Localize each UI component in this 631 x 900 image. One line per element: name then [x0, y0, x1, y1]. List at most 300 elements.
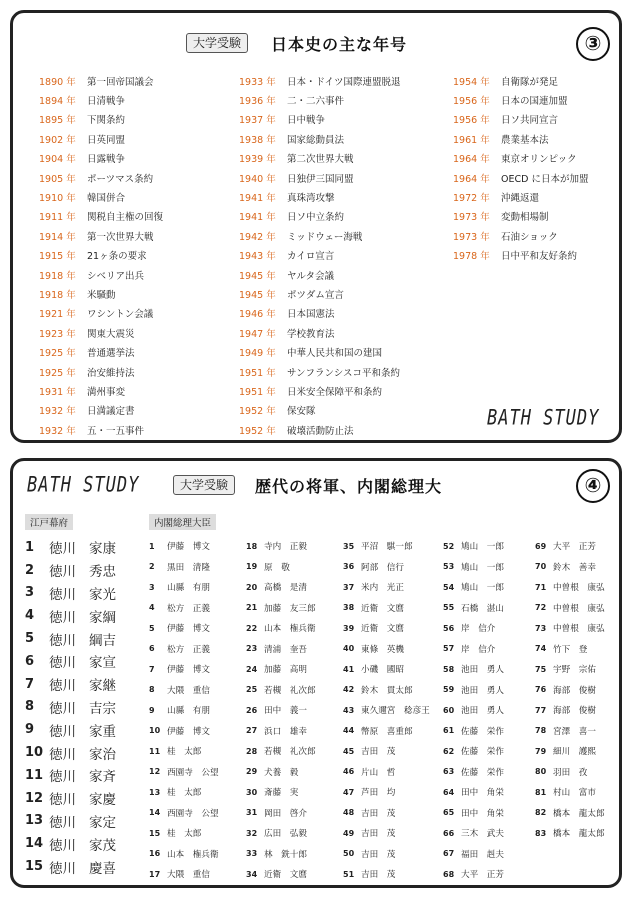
- event-label: カイロ宣言: [287, 251, 335, 263]
- year-row: [453, 187, 588, 206]
- pm-row: [343, 803, 430, 824]
- shogun-row: [25, 718, 116, 741]
- pm-row: [246, 639, 316, 660]
- year-label: 1964 年: [453, 173, 490, 185]
- pm-name: 大平 正芳: [553, 542, 596, 553]
- pm-row: [149, 618, 219, 639]
- event-label: ワシントン会議: [87, 309, 154, 321]
- pm-name: 池田 勇人: [461, 685, 504, 696]
- shogun-row: [25, 673, 116, 696]
- pm-row: [443, 823, 504, 844]
- shogun-number: 14: [25, 836, 44, 852]
- pm-column-2: [246, 536, 316, 885]
- event-label: 二・二六事件: [287, 96, 345, 108]
- pm-number: 65: [443, 808, 455, 818]
- pm-row: [149, 639, 219, 660]
- year-row: [453, 71, 588, 90]
- pm-row: [149, 659, 219, 680]
- pm-name: 高橋 是清: [264, 583, 307, 594]
- year-label: 1925 年: [39, 348, 76, 360]
- year-label: 1964 年: [453, 154, 490, 166]
- pm-row: [149, 598, 219, 619]
- pm-name: 阿部 信行: [361, 562, 404, 573]
- pm-name: 海部 俊樹: [553, 706, 596, 717]
- card-title: 歴代の将軍、内閣総理大: [255, 477, 443, 496]
- year-label: 1918 年: [39, 270, 76, 282]
- year-label: 1921 年: [39, 309, 76, 321]
- event-label: 関税自主権の回復: [87, 212, 164, 224]
- shogun-family-name: 徳川: [49, 792, 76, 809]
- pm-name: 三木 武夫: [461, 829, 504, 840]
- shogun-number: 4: [25, 608, 35, 624]
- pm-number: 26: [246, 705, 258, 715]
- pm-name: 桂 太郎: [167, 747, 202, 758]
- event-label: 日満議定書: [87, 406, 135, 418]
- shogun-given-name: 秀忠: [89, 564, 116, 581]
- pm-number: 28: [246, 746, 258, 756]
- year-label: 1940 年: [239, 173, 276, 185]
- event-label: 日本・ドイツ国際連盟脱退: [287, 76, 401, 88]
- pm-name: 東久邇宮 稔彦王: [361, 706, 430, 717]
- shogun-given-name: 家斉: [89, 769, 116, 786]
- year-row: [39, 90, 163, 109]
- pm-row: [149, 782, 219, 803]
- year-row: [39, 381, 163, 400]
- event-label: 五・一五事件: [87, 425, 145, 437]
- pm-number: 8: [149, 685, 155, 695]
- year-row: [239, 342, 401, 361]
- pm-row: [535, 741, 605, 762]
- event-label: 変動相場制: [501, 212, 549, 224]
- year-label: 1936 年: [239, 96, 276, 108]
- pm-row: [443, 557, 504, 578]
- pm-row: [149, 864, 219, 885]
- pm-row: [443, 762, 504, 783]
- pm-row: [443, 536, 504, 557]
- event-label: 21ヶ条の要求: [87, 251, 147, 263]
- year-row: [239, 110, 401, 129]
- pm-number: 49: [343, 828, 355, 838]
- shogun-number: 9: [25, 722, 35, 738]
- event-label: 日独伊三国同盟: [287, 173, 354, 185]
- pm-number: 59: [443, 685, 455, 695]
- pm-row: [149, 844, 219, 865]
- pm-number: 51: [343, 869, 355, 879]
- pm-row: [246, 803, 316, 824]
- shogun-family-name: 徳川: [49, 655, 76, 672]
- pm-row: [443, 618, 504, 639]
- year-label: 1925 年: [39, 367, 76, 379]
- pm-number: 71: [535, 582, 547, 592]
- shogun-number: 2: [25, 562, 35, 578]
- event-label: 日中平和友好条約: [501, 251, 578, 263]
- pm-row: [246, 721, 316, 742]
- pm-row: [443, 803, 504, 824]
- event-label: 保安隊: [287, 406, 316, 418]
- pm-row: [246, 741, 316, 762]
- shogun-family-name: 徳川: [49, 678, 76, 695]
- pm-row: [343, 782, 430, 803]
- pm-name: 細川 護熙: [553, 747, 596, 758]
- pm-number: 78: [535, 726, 547, 736]
- pm-row: [343, 741, 430, 762]
- pm-row: [246, 762, 316, 783]
- year-row: [453, 246, 588, 265]
- pm-name: 石橋 湛山: [461, 603, 504, 614]
- pm-row: [246, 680, 316, 701]
- year-row: [239, 420, 401, 439]
- pm-name: 中曽根 康弘: [553, 603, 605, 614]
- pm-row: [343, 659, 430, 680]
- shogun-row: [25, 764, 116, 787]
- pm-name: 伊藤 博文: [167, 542, 210, 553]
- pm-row: [246, 577, 316, 598]
- year-row: [453, 129, 588, 148]
- pm-number: 80: [535, 767, 547, 777]
- pm-number: 37: [343, 582, 355, 592]
- pm-row: [343, 700, 430, 721]
- pm-number: 77: [535, 705, 547, 715]
- pm-row: [246, 598, 316, 619]
- pm-number: 17: [149, 869, 161, 879]
- pm-number: 10: [149, 726, 161, 736]
- pm-name: 吉田 茂: [361, 829, 396, 840]
- pm-row: [149, 536, 219, 557]
- pm-number: 72: [535, 603, 547, 613]
- pm-column-3: [343, 536, 430, 885]
- shogun-row: [25, 741, 116, 764]
- year-row: [39, 168, 163, 187]
- shogun-number: 6: [25, 653, 35, 669]
- pm-row: [343, 557, 430, 578]
- pm-number: 16: [149, 849, 161, 859]
- shogun-family-name: 徳川: [49, 723, 76, 740]
- shogun-row: [25, 627, 116, 650]
- pm-number: 6: [149, 644, 155, 654]
- year-label: 1902 年: [39, 134, 76, 146]
- pm-number: 74: [535, 644, 547, 654]
- shogun-number: 1: [25, 539, 35, 555]
- year-column-3: [453, 71, 588, 265]
- year-row: [39, 304, 163, 323]
- pm-name: 田中 義一: [264, 706, 307, 717]
- pm-number: 32: [246, 828, 258, 838]
- pm-row: [343, 823, 430, 844]
- shogun-number: 11: [25, 767, 44, 783]
- pm-row: [535, 598, 605, 619]
- shogun-row: [25, 582, 116, 605]
- pm-name: 岸 信介: [461, 624, 496, 635]
- shogun-row: [25, 855, 116, 878]
- event-label: OECD に日本が加盟: [501, 173, 589, 185]
- year-label: 1938 年: [239, 134, 276, 146]
- pm-name: 桂 太郎: [167, 829, 202, 840]
- event-label: 第一次世界大戦: [87, 231, 154, 243]
- pm-name: 佐藤 栄作: [461, 726, 504, 737]
- pm-number: 67: [443, 849, 455, 859]
- event-label: 米騒動: [87, 289, 116, 301]
- shogun-given-name: 家重: [89, 723, 116, 740]
- year-row: [39, 265, 163, 284]
- year-label: 1949 年: [239, 348, 276, 360]
- pm-number: 81: [535, 787, 547, 797]
- shogun-row: [25, 559, 116, 582]
- year-row: [239, 304, 401, 323]
- year-row: [39, 207, 163, 226]
- pm-row: [343, 536, 430, 557]
- event-label: 日本の国連加盟: [501, 96, 568, 108]
- year-label: 1972 年: [453, 193, 490, 205]
- pm-row: [149, 762, 219, 783]
- pm-row: [149, 700, 219, 721]
- pm-number: 62: [443, 746, 455, 756]
- pm-row: [443, 639, 504, 660]
- pm-number: 52: [443, 541, 455, 551]
- shogun-given-name: 慶喜: [89, 860, 116, 877]
- pm-number: 42: [343, 685, 355, 695]
- shogun-family-name: 徳川: [49, 860, 76, 877]
- pm-row: [343, 721, 430, 742]
- pm-name: 村山 富市: [553, 788, 596, 799]
- pm-name: 吉田 茂: [361, 849, 396, 860]
- pm-row: [343, 680, 430, 701]
- pm-name: 岸 信介: [461, 644, 496, 655]
- pm-name: 若槻 礼次郎: [264, 685, 316, 696]
- pm-number: 43: [343, 705, 355, 715]
- year-row: [239, 90, 401, 109]
- pm-row: [246, 844, 316, 865]
- year-row: [239, 168, 401, 187]
- year-label: 1942 年: [239, 231, 276, 243]
- pm-number: 57: [443, 644, 455, 654]
- pm-number: 33: [246, 849, 258, 859]
- pm-name: 山縣 有朋: [167, 706, 210, 717]
- year-label: 1911 年: [39, 212, 76, 224]
- year-label: 1951 年: [239, 367, 276, 379]
- pm-row: [535, 618, 605, 639]
- pm-number: 38: [343, 603, 355, 613]
- pm-name: 吉田 茂: [361, 870, 396, 881]
- pm-number: 4: [149, 603, 155, 613]
- shogun-given-name: 家治: [89, 746, 116, 763]
- year-row: [39, 226, 163, 245]
- pm-row: [535, 659, 605, 680]
- pm-row: [535, 762, 605, 783]
- year-row: [239, 226, 401, 245]
- pm-number: 14: [149, 808, 161, 818]
- pm-name: 宇野 宗佑: [553, 665, 596, 676]
- pm-header: 内閣総理大臣: [149, 514, 216, 530]
- year-label: 1961 年: [453, 134, 490, 146]
- shogun-row: [25, 810, 116, 833]
- year-label: 1932 年: [39, 425, 76, 437]
- pm-row: [443, 721, 504, 742]
- year-row: [39, 187, 163, 206]
- pm-number: 7: [149, 664, 155, 674]
- pm-row: [535, 536, 605, 557]
- pm-number: 13: [149, 787, 161, 797]
- year-label: 1941 年: [239, 193, 276, 205]
- pm-name: 池田 勇人: [461, 706, 504, 717]
- year-row: [239, 323, 401, 342]
- pm-name: 芦田 均: [361, 788, 396, 799]
- pm-number: 83: [535, 828, 547, 838]
- pm-row: [443, 864, 504, 885]
- year-row: [39, 149, 163, 168]
- pm-name: 橋本 龍太郎: [553, 808, 605, 819]
- shogun-row: [25, 650, 116, 673]
- pm-name: 伊藤 博文: [167, 665, 210, 676]
- pm-row: [149, 557, 219, 578]
- year-label: 1923 年: [39, 328, 76, 340]
- pm-row: [443, 700, 504, 721]
- event-label: 日米安全保障平和条約: [287, 386, 383, 398]
- pm-name: 東條 英機: [361, 644, 404, 655]
- event-label: 東京オリンピック: [501, 154, 577, 166]
- year-label: 1904 年: [39, 154, 76, 166]
- pm-name: 伊藤 博文: [167, 624, 210, 635]
- pm-number: 30: [246, 787, 258, 797]
- pm-number: 25: [246, 685, 258, 695]
- pm-number: 23: [246, 644, 258, 654]
- year-label: 1945 年: [239, 289, 276, 301]
- pm-number: 2: [149, 562, 155, 572]
- pm-name: 犬養 毅: [264, 767, 299, 778]
- year-row: [39, 246, 163, 265]
- pm-row: [535, 639, 605, 660]
- pm-row: [246, 700, 316, 721]
- shogun-family-name: 徳川: [49, 769, 76, 786]
- year-label: 1945 年: [239, 270, 276, 282]
- pm-row: [443, 844, 504, 865]
- pm-row: [343, 577, 430, 598]
- pm-number: 22: [246, 623, 258, 633]
- pm-number: 68: [443, 869, 455, 879]
- year-label: 1905 年: [39, 173, 76, 185]
- pm-name: 西園寺 公望: [167, 808, 219, 819]
- pm-name: 清浦 奎吾: [264, 644, 307, 655]
- shogun-family-name: 徳川: [49, 746, 76, 763]
- pm-name: 片山 哲: [361, 767, 396, 778]
- shogun-family-name: 徳川: [49, 541, 76, 558]
- pm-row: [343, 864, 430, 885]
- pm-row: [149, 680, 219, 701]
- year-label: 1951 年: [239, 386, 276, 398]
- year-row: [453, 168, 588, 187]
- shogun-row: [25, 604, 116, 627]
- pm-number: 58: [443, 664, 455, 674]
- pm-name: 大隈 重信: [167, 685, 210, 696]
- pm-row: [149, 741, 219, 762]
- shogun-given-name: 家宣: [89, 655, 116, 672]
- event-label: 学校教育法: [287, 328, 335, 340]
- pm-name: 林 銑十郎: [264, 849, 307, 860]
- shogun-given-name: 家継: [89, 678, 116, 695]
- pm-name: 近衛 文麿: [264, 870, 307, 881]
- shogun-list: [25, 536, 116, 878]
- event-label: シベリア出兵: [87, 270, 145, 282]
- year-label: 1952 年: [239, 406, 276, 418]
- pm-name: 寺内 正毅: [264, 542, 307, 553]
- pm-name: 吉田 茂: [361, 747, 396, 758]
- year-row: [239, 246, 401, 265]
- event-label: 日清戦争: [87, 96, 126, 108]
- shogun-number: 3: [25, 585, 35, 601]
- card-title: 日本史の主な年号: [271, 35, 408, 54]
- pm-name: 佐藤 栄作: [461, 747, 504, 758]
- year-row: [239, 401, 401, 420]
- year-row: [39, 362, 163, 381]
- leaders-card: [10, 458, 622, 888]
- pm-row: [246, 659, 316, 680]
- year-label: 1933 年: [239, 76, 276, 88]
- shogun-given-name: 家茂: [89, 837, 116, 854]
- event-label: 日中戦争: [287, 115, 326, 127]
- pm-number: 15: [149, 828, 161, 838]
- pm-name: 加藤 高明: [264, 665, 307, 676]
- pm-name: 鳩山 一郎: [461, 583, 504, 594]
- pm-name: 原 敬: [264, 562, 290, 573]
- year-row: [39, 129, 163, 148]
- pm-name: 大隈 重信: [167, 870, 210, 881]
- event-label: 農業基本法: [501, 134, 549, 146]
- year-column-2: [239, 71, 401, 439]
- pm-number: 18: [246, 541, 258, 551]
- shogun-number: 5: [25, 631, 35, 647]
- pm-name: 山本 権兵衛: [167, 849, 219, 860]
- year-row: [239, 265, 401, 284]
- pm-name: 若槻 礼次郎: [264, 747, 316, 758]
- shogun-row: [25, 696, 116, 719]
- pm-number: 79: [535, 746, 547, 756]
- pm-name: 黒田 清隆: [167, 562, 210, 573]
- pm-name: 田中 角栄: [461, 788, 504, 799]
- pm-number: 20: [246, 582, 258, 592]
- pm-number: 76: [535, 685, 547, 695]
- year-row: [453, 149, 588, 168]
- brand-logo: BATH STUDY: [27, 472, 140, 498]
- pm-number: 47: [343, 787, 355, 797]
- pm-row: [535, 700, 605, 721]
- year-label: 1931 年: [39, 386, 76, 398]
- pm-row: [343, 618, 430, 639]
- shogun-number: 15: [25, 859, 44, 875]
- event-label: ポーツマス条約: [87, 173, 154, 185]
- event-label: 第一回帝国議会: [87, 76, 154, 88]
- pm-row: [535, 823, 605, 844]
- pm-name: 鈴木 善幸: [553, 562, 596, 573]
- pm-name: 松方 正義: [167, 644, 210, 655]
- event-label: 沖縄返還: [501, 193, 540, 205]
- pm-number: 75: [535, 664, 547, 674]
- event-label: 日英同盟: [87, 134, 126, 146]
- shogun-number: 8: [25, 699, 35, 715]
- pm-number: 69: [535, 541, 547, 551]
- event-label: 自衛隊が発足: [501, 76, 559, 88]
- year-label: 1915 年: [39, 251, 76, 263]
- pm-name: 山縣 有朋: [167, 583, 210, 594]
- pm-number: 61: [443, 726, 455, 736]
- pm-name: 伊藤 博文: [167, 726, 210, 737]
- event-label: 真珠湾攻撃: [287, 193, 335, 205]
- event-label: 普通選挙法: [87, 348, 135, 360]
- event-label: 日本国憲法: [287, 309, 335, 321]
- pm-column-5: [535, 536, 605, 844]
- year-row: [453, 207, 588, 226]
- pm-row: [535, 721, 605, 742]
- pm-number: 60: [443, 705, 455, 715]
- pm-name: 竹下 登: [553, 644, 588, 655]
